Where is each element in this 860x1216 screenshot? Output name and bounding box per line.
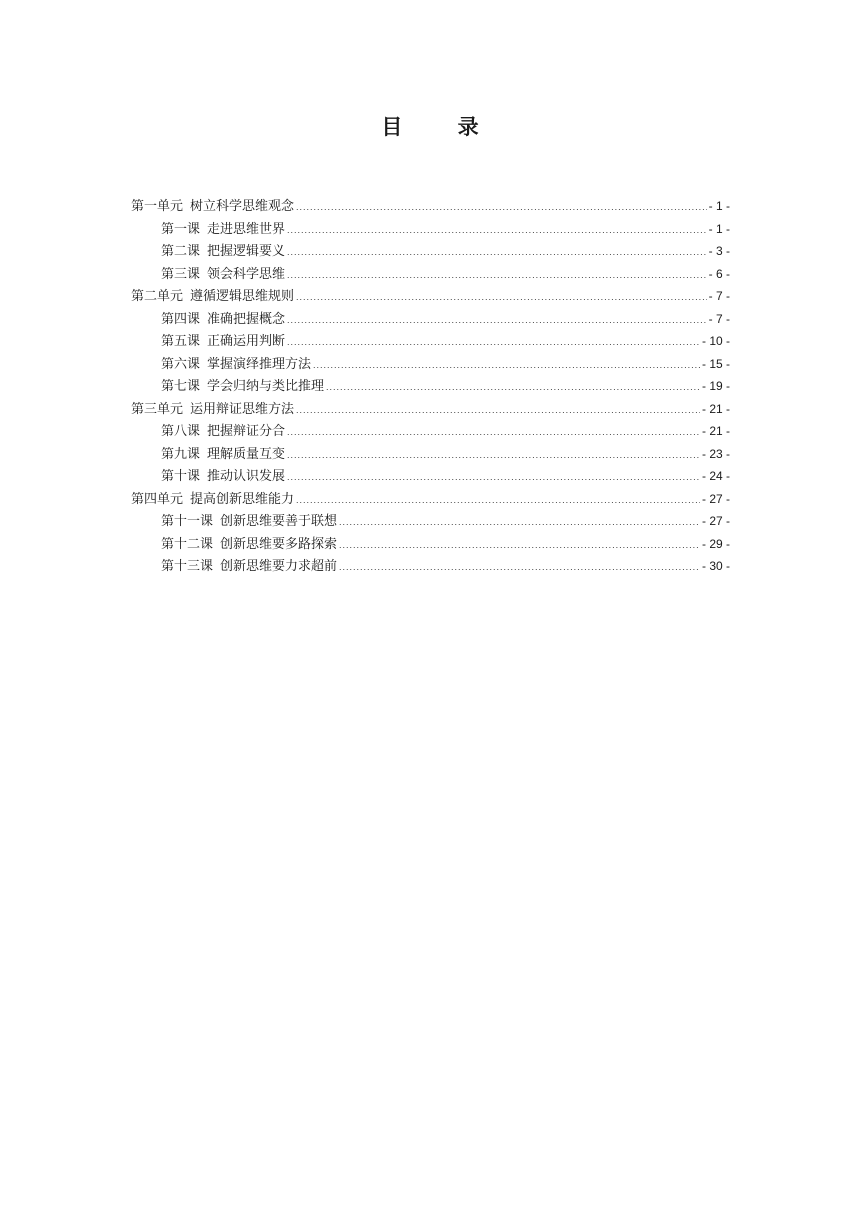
toc-page-number: - 24 -	[701, 469, 730, 483]
toc-entry-number: 第二单元	[131, 289, 184, 304]
toc-entry-label	[161, 241, 285, 264]
toc-leader-dots	[326, 376, 700, 399]
toc-lesson-entry[interactable]	[131, 308, 730, 331]
toc-lesson-entry[interactable]	[131, 375, 730, 398]
toc-page-number: - 1 -	[708, 221, 730, 236]
toc-list	[131, 195, 730, 578]
toc-leader-dots	[287, 241, 707, 264]
toc-entry-title: 正确运用判断	[207, 334, 286, 349]
toc-page-number: - 6 -	[708, 266, 730, 281]
toc-page-number: - 27 -	[701, 514, 730, 528]
toc-entry-title: 走进思维世界	[207, 221, 286, 237]
toc-unit-entry[interactable]	[131, 488, 730, 511]
toc-leader-dots	[339, 511, 700, 534]
toc-unit-entry[interactable]	[131, 285, 730, 308]
toc-entry-title: 掌握演绎推理方法	[207, 356, 312, 372]
toc-entry-title: 创新思维要力求超前	[220, 559, 338, 574]
toc-lesson-entry[interactable]	[131, 353, 730, 376]
toc-entry-number: 第二课	[161, 244, 201, 259]
toc-entry-title: 遵循逻辑思维规则	[190, 289, 295, 304]
toc-leader-dots	[296, 399, 700, 422]
toc-lesson-entry[interactable]	[131, 555, 730, 578]
toc-entry-label	[161, 264, 285, 287]
toc-entry-number: 第十二课	[161, 536, 214, 552]
toc-leader-dots	[296, 286, 707, 309]
toc-entry-number: 第三单元	[131, 401, 184, 417]
toc-entry-label	[161, 219, 285, 242]
toc-leader-dots	[287, 466, 700, 489]
toc-entry-label	[161, 421, 285, 444]
toc-entry-label	[161, 466, 285, 489]
toc-leader-dots	[313, 354, 700, 377]
toc-entry-label	[131, 399, 294, 422]
toc-entry-number: 第五课	[161, 334, 201, 349]
toc-leader-dots	[296, 489, 700, 512]
toc-entry-number: 第六课	[161, 356, 201, 372]
toc-title: 目 录	[381, 114, 503, 139]
toc-entry-number: 第四单元	[131, 491, 184, 507]
toc-entry-label	[131, 196, 294, 219]
toc-lesson-entry[interactable]	[131, 218, 730, 241]
toc-page-number: - 27 -	[701, 491, 730, 506]
toc-page-number: - 1 -	[708, 199, 730, 213]
toc-entry-label	[161, 354, 311, 377]
toc-entry-number: 第三课	[161, 266, 201, 282]
toc-leader-dots	[287, 264, 707, 287]
toc-lesson-entry[interactable]	[131, 443, 730, 466]
toc-page-number: - 29 -	[701, 536, 730, 551]
toc-entry-label	[161, 534, 337, 557]
toc-entry-title: 树立科学思维观念	[190, 199, 295, 214]
toc-entry-title: 学会归纳与类比推理	[207, 379, 325, 394]
toc-page-number: - 21 -	[701, 424, 730, 438]
toc-lesson-entry[interactable]	[131, 420, 730, 443]
toc-entry-label	[161, 556, 337, 579]
toc-entry-number: 第十一课	[161, 514, 214, 529]
toc-entry-title: 创新思维要多路探索	[220, 536, 338, 552]
toc-entry-number: 第七课	[161, 379, 201, 394]
toc-entry-title: 准确把握概念	[207, 311, 286, 327]
toc-entry-title: 提高创新思维能力	[190, 491, 295, 507]
toc-leader-dots	[287, 219, 707, 242]
toc-lesson-entry[interactable]	[131, 240, 730, 263]
toc-entry-title: 把握逻辑要义	[207, 244, 286, 259]
toc-entry-label	[161, 376, 324, 399]
toc-entry-title: 创新思维要善于联想	[220, 514, 338, 529]
toc-entry-label	[161, 444, 285, 467]
toc-entry-title: 运用辩证思维方法	[190, 401, 295, 417]
toc-page-number: - 30 -	[701, 559, 730, 573]
toc-entry-label	[161, 309, 285, 332]
toc-entry-label	[131, 489, 294, 512]
toc-entry-number: 第九课	[161, 446, 201, 462]
toc-unit-entry[interactable]	[131, 398, 730, 421]
toc-entry-number: 第一单元	[131, 199, 184, 214]
toc-unit-entry[interactable]	[131, 195, 730, 218]
toc-page-number: - 3 -	[708, 244, 730, 258]
toc-lesson-entry[interactable]	[131, 465, 730, 488]
toc-entry-label	[131, 286, 294, 309]
toc-entry-title: 理解质量互变	[207, 446, 286, 462]
toc-entry-number: 第四课	[161, 311, 201, 327]
toc-entry-number: 第八课	[161, 424, 201, 439]
toc-leader-dots	[339, 556, 700, 579]
toc-entry-number: 第十三课	[161, 559, 214, 574]
toc-page-number: - 7 -	[708, 311, 730, 326]
toc-lesson-entry[interactable]	[131, 533, 730, 556]
toc-leader-dots	[287, 444, 700, 467]
toc-entry-label	[161, 511, 337, 534]
toc-lesson-entry[interactable]	[131, 510, 730, 533]
toc-leader-dots	[296, 196, 707, 219]
toc-leader-dots	[339, 534, 700, 557]
toc-entry-label	[161, 331, 285, 354]
toc-page-number: - 15 -	[701, 356, 730, 371]
toc-leader-dots	[287, 421, 700, 444]
toc-page-number: - 21 -	[701, 401, 730, 416]
toc-page-number: - 7 -	[708, 289, 730, 303]
toc-leader-dots	[287, 331, 700, 354]
toc-entry-title: 推动认识发展	[207, 469, 286, 484]
toc-entry-title: 把握辩证分合	[207, 424, 286, 439]
toc-page-number: - 23 -	[701, 446, 730, 461]
toc-page-number: - 10 -	[701, 334, 730, 348]
toc-entry-title: 领会科学思维	[207, 266, 286, 282]
toc-entry-number: 第十课	[161, 469, 201, 484]
toc-entry-number: 第一课	[161, 221, 201, 237]
toc-lesson-entry[interactable]	[131, 263, 730, 286]
toc-lesson-entry[interactable]	[131, 330, 730, 353]
toc-leader-dots	[287, 309, 707, 332]
toc-page-number: - 19 -	[701, 379, 730, 393]
